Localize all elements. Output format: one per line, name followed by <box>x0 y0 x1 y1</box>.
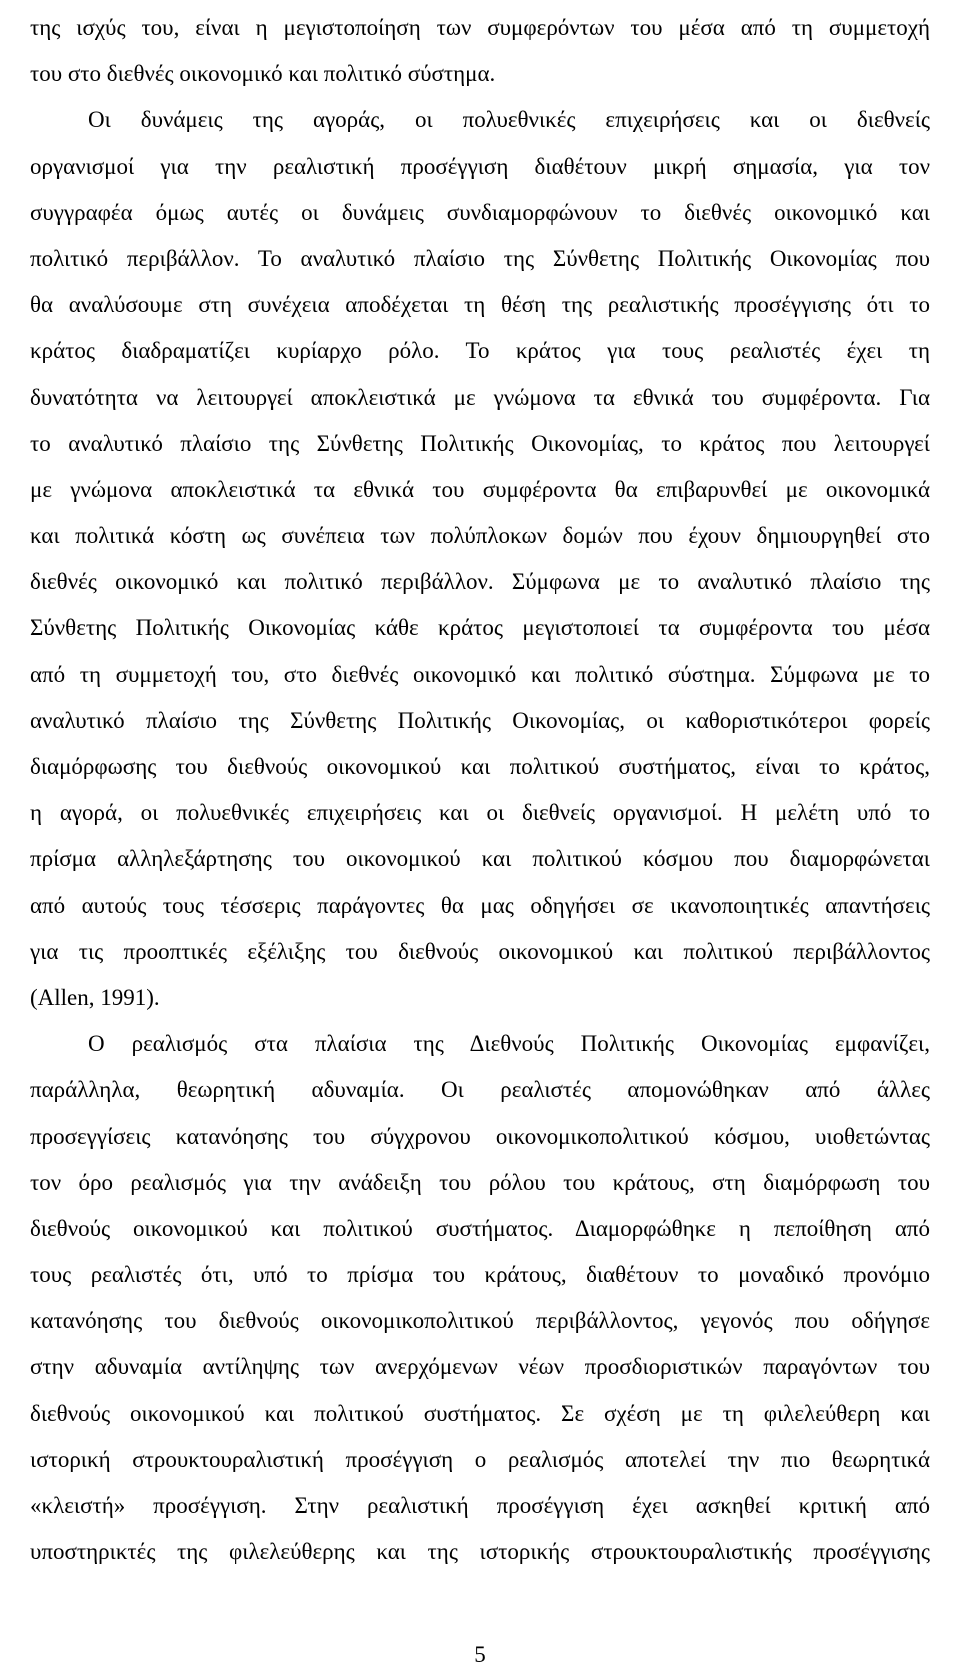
text-line: του στο διεθνές οικονομικό και πολιτικό σύστημα. <box>30 61 496 87</box>
text-line: διαμόρφωσης του διεθνούς οικονομικού και πολιτικού συστήματος, είναι το κράτος, <box>30 754 930 779</box>
text-line: τους ρεαλιστές ότι, υπό το πρίσμα του κράτους, διαθέτουν το μοναδικό προνόμιο <box>30 1262 930 1288</box>
text-line: από τη συμμετοχή του, στο διεθνές οικονομικό και πολιτικό σύστημα. Σύμφωνα με το <box>30 661 930 687</box>
page-number: 5 <box>474 1642 486 1667</box>
text-line: υποστηρικτές της φιλελεύθερης και της ιστορικής στρουκτουραλιστικής προσέγγισης <box>30 1539 930 1565</box>
text-line: από αυτούς τους τέσσερις παράγοντες θα μας οδηγήσει σε ικανοποιητικές απαντήσεις <box>30 892 930 918</box>
text-line: στην αδυναμία αντίληψης των ανερχόμενων νέων προσδιοριστικών παραγόντων του <box>30 1354 930 1380</box>
text-line: για τις προοπτικές εξέλιξης του διεθνούς οικονομικού και πολιτικού περιβάλλοντος <box>30 938 930 964</box>
text-line: «κλειστή» προσέγγιση. Στην ρεαλιστική προσέγγιση έχει ασκηθεί κριτική από <box>30 1493 930 1518</box>
text-line: διεθνές οικονομικό και πολιτικό περιβάλλον. Σύμφωνα με το αναλυτικό πλαίσιο της <box>30 569 930 595</box>
text-line: αναλυτικό πλαίσιο της Σύνθετης Πολιτικής Οικονομίας, οι καθοριστικότεροι φορείς <box>30 707 930 733</box>
text-line: η αγορά, οι πολυεθνικές επιχειρήσεις και οι διεθνείς οργανισμοί. Η μελέτη υπό το <box>30 800 930 826</box>
text-line: προσεγγίσεις κατανόησης του σύγχρονου οικονομικοπολιτικού κόσμου, υιοθετώντας <box>30 1123 930 1149</box>
text-line: της ισχύς του, είναι η μεγιστοποίηση των συμφερόντων του μέσα από τη συμμετοχή <box>30 15 930 40</box>
text-line: δυνατότητα να λειτουργεί αποκλειστικά με γνώμονα τα εθνικά του συμφέροντα. Για <box>30 384 930 410</box>
text-line: κράτος διαδραματίζει κυρίαρχο ρόλο. Το κράτος για τους ρεαλιστές έχει τη <box>30 338 930 364</box>
text-line: (Allen, 1991). <box>30 984 160 1010</box>
text-line: και πολιτικά κόστη ως συνέπεια των πολύπλοκων δομών που έχουν δημιουργηθεί στο <box>30 523 930 549</box>
text-line: διεθνούς οικονομικού και πολιτικού συστήματος. Διαμορφώθηκε η πεποίθηση από <box>30 1215 930 1241</box>
paragraph-first-line: Οι δυνάμεις της αγοράς, οι πολυεθνικές επιχειρήσεις και οι διεθνείς <box>88 107 930 133</box>
text-line: τον όρο ρεαλισμός για την ανάδειξη του ρόλου του κράτους, στη διαμόρφωση του <box>30 1169 930 1195</box>
text-line: με γνώμονα αποκλειστικά τα εθνικά του συμφέροντα θα επιβαρυνθεί με οικονομικά <box>30 476 930 502</box>
text-line: παράλληλα, θεωρητική αδυναμία. Οι ρεαλιστές απομονώθηκαν από άλλες <box>30 1077 930 1103</box>
text-line: κατανόησης του διεθνούς οικονομικοπολιτικού περιβάλλοντος, γεγονός που οδήγησε <box>30 1308 930 1334</box>
text-line: ιστορική στρουκτουραλιστική προσέγγιση ο ρεαλισμός αποτελεί την πιο θεωρητικά <box>30 1446 930 1472</box>
text-line: Σύνθετης Πολιτικής Οικονομίας κάθε κράτος μεγιστοποιεί τα συμφέροντα του μέσα <box>30 615 930 641</box>
text-line: πρίσμα αλληλεξάρτησης του οικονομικού και πολιτικού κόσμου που διαμορφώνεται <box>30 846 930 872</box>
text-line: διεθνούς οικονομικού και πολιτικού συστήματος. Σε σχέση με τη φιλελεύθερη και <box>30 1400 930 1426</box>
body-text <box>30 12 930 1582</box>
text-line: το αναλυτικό πλαίσιο της Σύνθετης Πολιτικής Οικονομίας, το κράτος που λειτουργεί <box>30 430 930 456</box>
text-line: συγγραφέα όμως αυτές οι δυνάμεις συνδιαμορφώνουν το διεθνές οικονομικό και <box>30 199 930 225</box>
text-line: πολιτικό περιβάλλον. Το αναλυτικό πλαίσιο της Σύνθετης Πολιτικής Οικονομίας που <box>30 245 930 271</box>
text-line: θα αναλύσουμε στη συνέχεια αποδέχεται τη θέση της ρεαλιστικής προσέγγισης ότι το <box>30 292 930 318</box>
paragraph-first-line: Ο ρεαλισμός στα πλαίσια της Διεθνούς Πολιτικής Οικονομίας εμφανίζει, <box>88 1031 930 1057</box>
text-line: οργανισμοί για την ρεαλιστική προσέγγιση διαθέτουν μικρή σημασία, για τον <box>30 153 930 179</box>
